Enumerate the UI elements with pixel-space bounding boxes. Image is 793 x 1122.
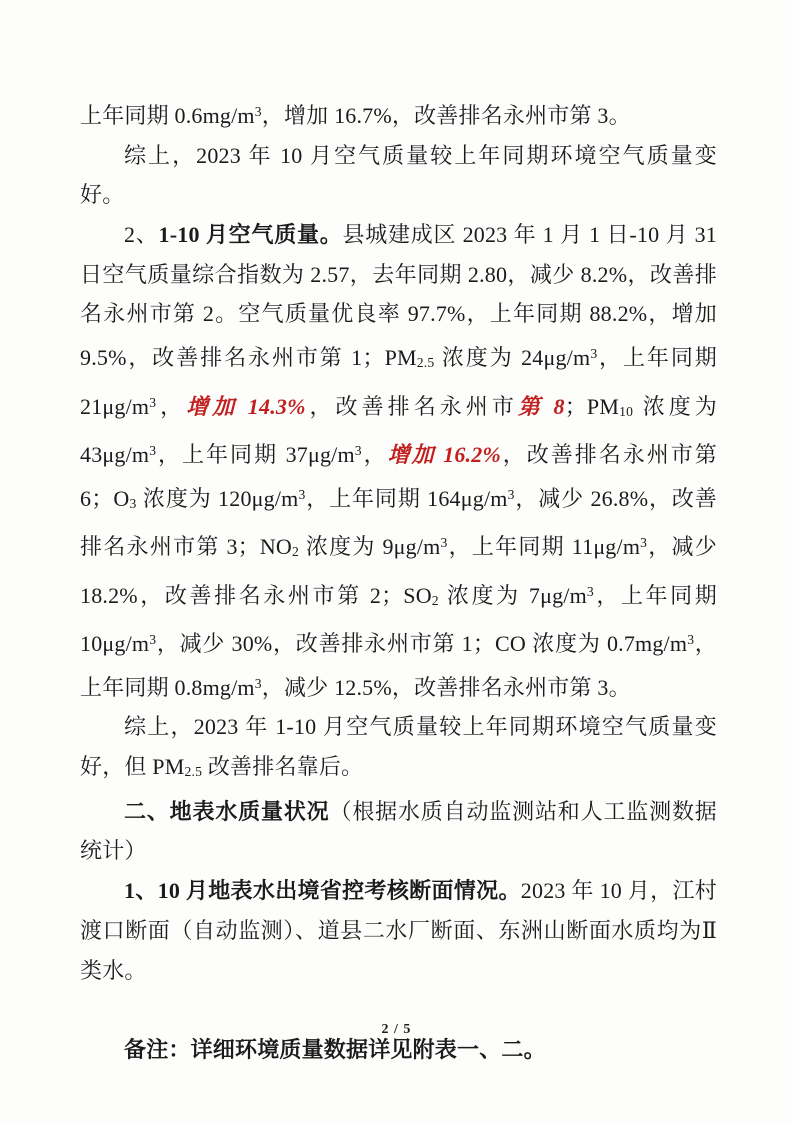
text-run: 3 — [149, 394, 157, 410]
text-run: （根据水质自动监测站和人工监测数据统计） — [80, 798, 717, 864]
text-run: 浓度为 120μg/m — [136, 485, 299, 511]
text-run: 改善排名靠后。 — [202, 754, 364, 780]
text-run: 综上，2023 年 10 月空气质量较上年同期环境空气质量变好。 — [80, 142, 717, 208]
text-run: 1-10 月空气质量。 — [158, 221, 343, 247]
text-run: ，减少 18.2%，改善排名永州市第 2；SO — [80, 534, 717, 608]
text-run: 3 — [507, 486, 515, 502]
text-run: 浓度为 43μg/m — [80, 393, 717, 467]
text-run: ，改善排名永州市 — [305, 393, 518, 419]
text-run: ，减少 26.8%，改善排名永州市第 3；NO — [80, 485, 718, 559]
text-run: 县城建成区 2023 年 1 月 1 日-10 月 31 日空气质量综合指数为 2.57，去年同期 2.80，减少 8.2%，改善排名永州市第 2。空气质量优良率 97.7%，上年同期 88.2%，增加 9.5%，改善排名永州市第 1；PM — [80, 221, 717, 370]
text-run: 3 — [129, 495, 137, 511]
text-run: ，上年同期 10μg/m — [80, 582, 717, 657]
text-run: ，上年同期 0.8mg/m — [80, 631, 717, 700]
paragraph-co-continued — [80, 92, 717, 136]
text-run: ，增加 16.7%，改善排名永州市第 3。 — [261, 102, 631, 128]
text-run: ，上年同期 164μg/m — [305, 485, 508, 511]
text-run: 3 — [687, 632, 695, 648]
text-run: 2.5 — [184, 764, 203, 780]
highlighted-increase-text: 增加 16.2% — [387, 441, 501, 467]
text-run: 2、 — [124, 221, 159, 247]
text-run: ，上年同期 37μg/m — [156, 441, 355, 467]
text-run: 3 — [640, 535, 648, 551]
text-run: 3 — [254, 675, 262, 691]
page-number: 2 / 5 — [381, 1022, 412, 1037]
text-run: 3 — [590, 346, 598, 362]
text-run: ，上年同期 21μg/m — [80, 344, 717, 419]
text-run: 2023 年 10 月，江村渡口断面（自动监测）、道县二水厂断面、东洲山断面水质均为Ⅱ类水。 — [80, 878, 717, 983]
text-run: 3 — [298, 486, 306, 502]
text-run: 3 — [354, 443, 362, 459]
text-run: ，上年同期 11μg/m — [447, 534, 641, 559]
text-run: ；PM — [564, 393, 620, 419]
text-run: 综上，2023 年 1-10 月空气质量较上年同期环境空气质量变好，但 PM — [80, 714, 717, 780]
text-run: 3 — [149, 632, 157, 648]
text-run: 2 — [292, 544, 300, 560]
paragraph-summary-jan-oct — [80, 707, 717, 791]
document-body — [80, 92, 717, 1070]
paragraph-jan-oct-air-quality — [80, 215, 717, 707]
highlighted-increase-text: 第 8 — [517, 393, 565, 419]
text-run: 3 — [254, 104, 262, 119]
text-run: 2.5 — [416, 354, 435, 370]
text-run: 10 — [619, 403, 634, 419]
text-run: ， — [156, 393, 187, 419]
text-run: 备注：详细环境质量数据详见附表一、二。 — [124, 1036, 546, 1062]
text-run: 2 — [431, 592, 439, 608]
text-run: ，改善排名永州市第 6；O — [80, 441, 717, 511]
text-run: 3 — [586, 583, 594, 599]
text-run: 3 — [149, 443, 157, 459]
text-run: 浓度为 7μg/m — [438, 582, 587, 608]
heading-surface-water-quality — [80, 792, 717, 871]
text-run: 浓度为 24μg/m — [434, 344, 591, 370]
text-run: 浓度为 9μg/m — [299, 534, 441, 559]
text-run: 1、10 月地表水出境省控考核断面情况。 — [124, 878, 521, 904]
text-run: ，减少 12.5%，改善排名永州市第 3。 — [261, 674, 631, 700]
text-run: ， — [361, 441, 388, 467]
text-run: 二、地表水质量状况 — [124, 798, 330, 824]
text-run: ，减少 30%，改善排永州市第 1；CO 浓度为 0.7mg/m — [156, 631, 688, 657]
paragraph-summary-october — [80, 136, 717, 215]
text-run: 3 — [440, 535, 448, 551]
paragraph-water-section-status — [80, 871, 717, 990]
highlighted-increase-text: 增加 14.3% — [186, 393, 306, 419]
text-run: 上年同期 0.6mg/m — [80, 102, 255, 128]
